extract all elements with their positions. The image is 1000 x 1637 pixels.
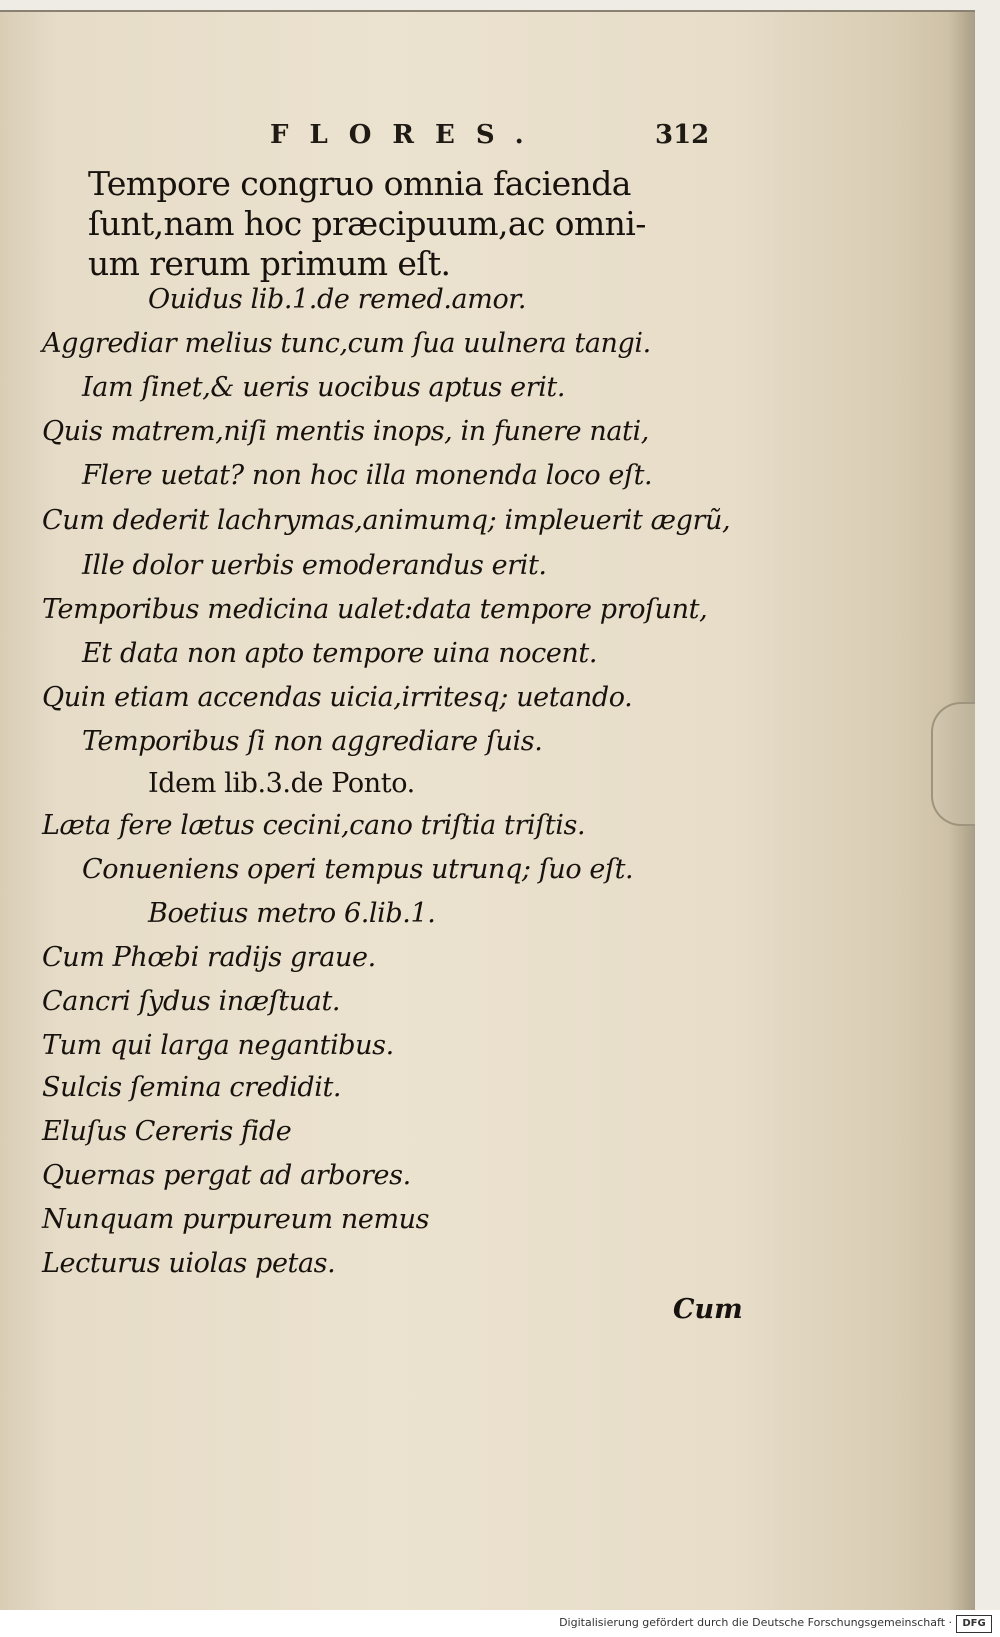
book-page bbox=[0, 10, 975, 1612]
intro-paragraph bbox=[88, 164, 738, 284]
intro-line: Tempore congruo omnia facienda bbox=[88, 164, 631, 203]
verse-line: Aggrediar melius tunc,cum ſua uulnera tangi. bbox=[42, 328, 651, 359]
source-heading: Boetius metro 6.lib.1. bbox=[148, 898, 436, 929]
verse-line: Cancri ſydus inæſtuat. bbox=[42, 986, 341, 1017]
verse-line: Conueniens operi tempus utrunq; ſuo eſt. bbox=[82, 854, 634, 885]
source-heading: Idem lib.3.de Ponto. bbox=[148, 768, 415, 799]
intro-line: um rerum primum eſt. bbox=[88, 244, 451, 283]
digitization-credit: Digitalisierung gefördert durch die Deutsche Forschungsgemeinschaft · bbox=[559, 1616, 952, 1629]
verse-line: Iam ſinet,& ueris uocibus aptus erit. bbox=[82, 372, 566, 403]
verse-line: Ille dolor uerbis emoderandus erit. bbox=[82, 550, 547, 581]
verse-line: Cum dederit lachrymas,animumq; impleuerit ægrũ, bbox=[42, 505, 731, 536]
verse-line: Lecturus uiolas petas. bbox=[42, 1248, 336, 1279]
verse-line: Flere uetat? non hoc illa monenda loco eſt. bbox=[82, 460, 653, 491]
catchword: Cum bbox=[673, 1294, 743, 1325]
verse-line: Tum qui larga negantibus. bbox=[42, 1030, 394, 1061]
verse-line: Temporibus ſi non aggrediare ſuis. bbox=[82, 726, 543, 757]
verse-line: Et data non apto tempore uina nocent. bbox=[82, 638, 598, 669]
folio-number: 312 bbox=[655, 120, 710, 150]
page-clip bbox=[931, 702, 975, 826]
verse-line: Temporibus medicina ualet:data tempore proſunt, bbox=[42, 594, 708, 625]
verse-line: Cum Phœbi radijs graue. bbox=[42, 942, 376, 973]
verse-line: Quernas pergat ad arbores. bbox=[42, 1160, 411, 1191]
dfg-logo-icon: DFG bbox=[956, 1615, 992, 1633]
verse-line: Læta fere lætus cecini,cano triſtia triſtis. bbox=[42, 810, 586, 841]
footer-bar bbox=[0, 1610, 1000, 1637]
source-heading: Ouidus lib.1.de remed.amor. bbox=[148, 284, 527, 315]
verse-line: Quis matrem,niſi mentis inops, in funere nati, bbox=[42, 416, 649, 447]
page-header bbox=[0, 120, 975, 160]
running-title: FLORES. bbox=[270, 120, 545, 150]
verse-line: Quin etiam accendas uicia,irritesq; uetando. bbox=[42, 682, 633, 713]
verse-line: Sulcis ſemina credidit. bbox=[42, 1072, 342, 1103]
verse-line: Eluſus Cereris fide bbox=[42, 1116, 292, 1147]
intro-line: ſunt,nam hoc præcipuum,ac omni- bbox=[88, 204, 646, 243]
verse-line: Nunquam purpureum nemus bbox=[42, 1204, 430, 1235]
